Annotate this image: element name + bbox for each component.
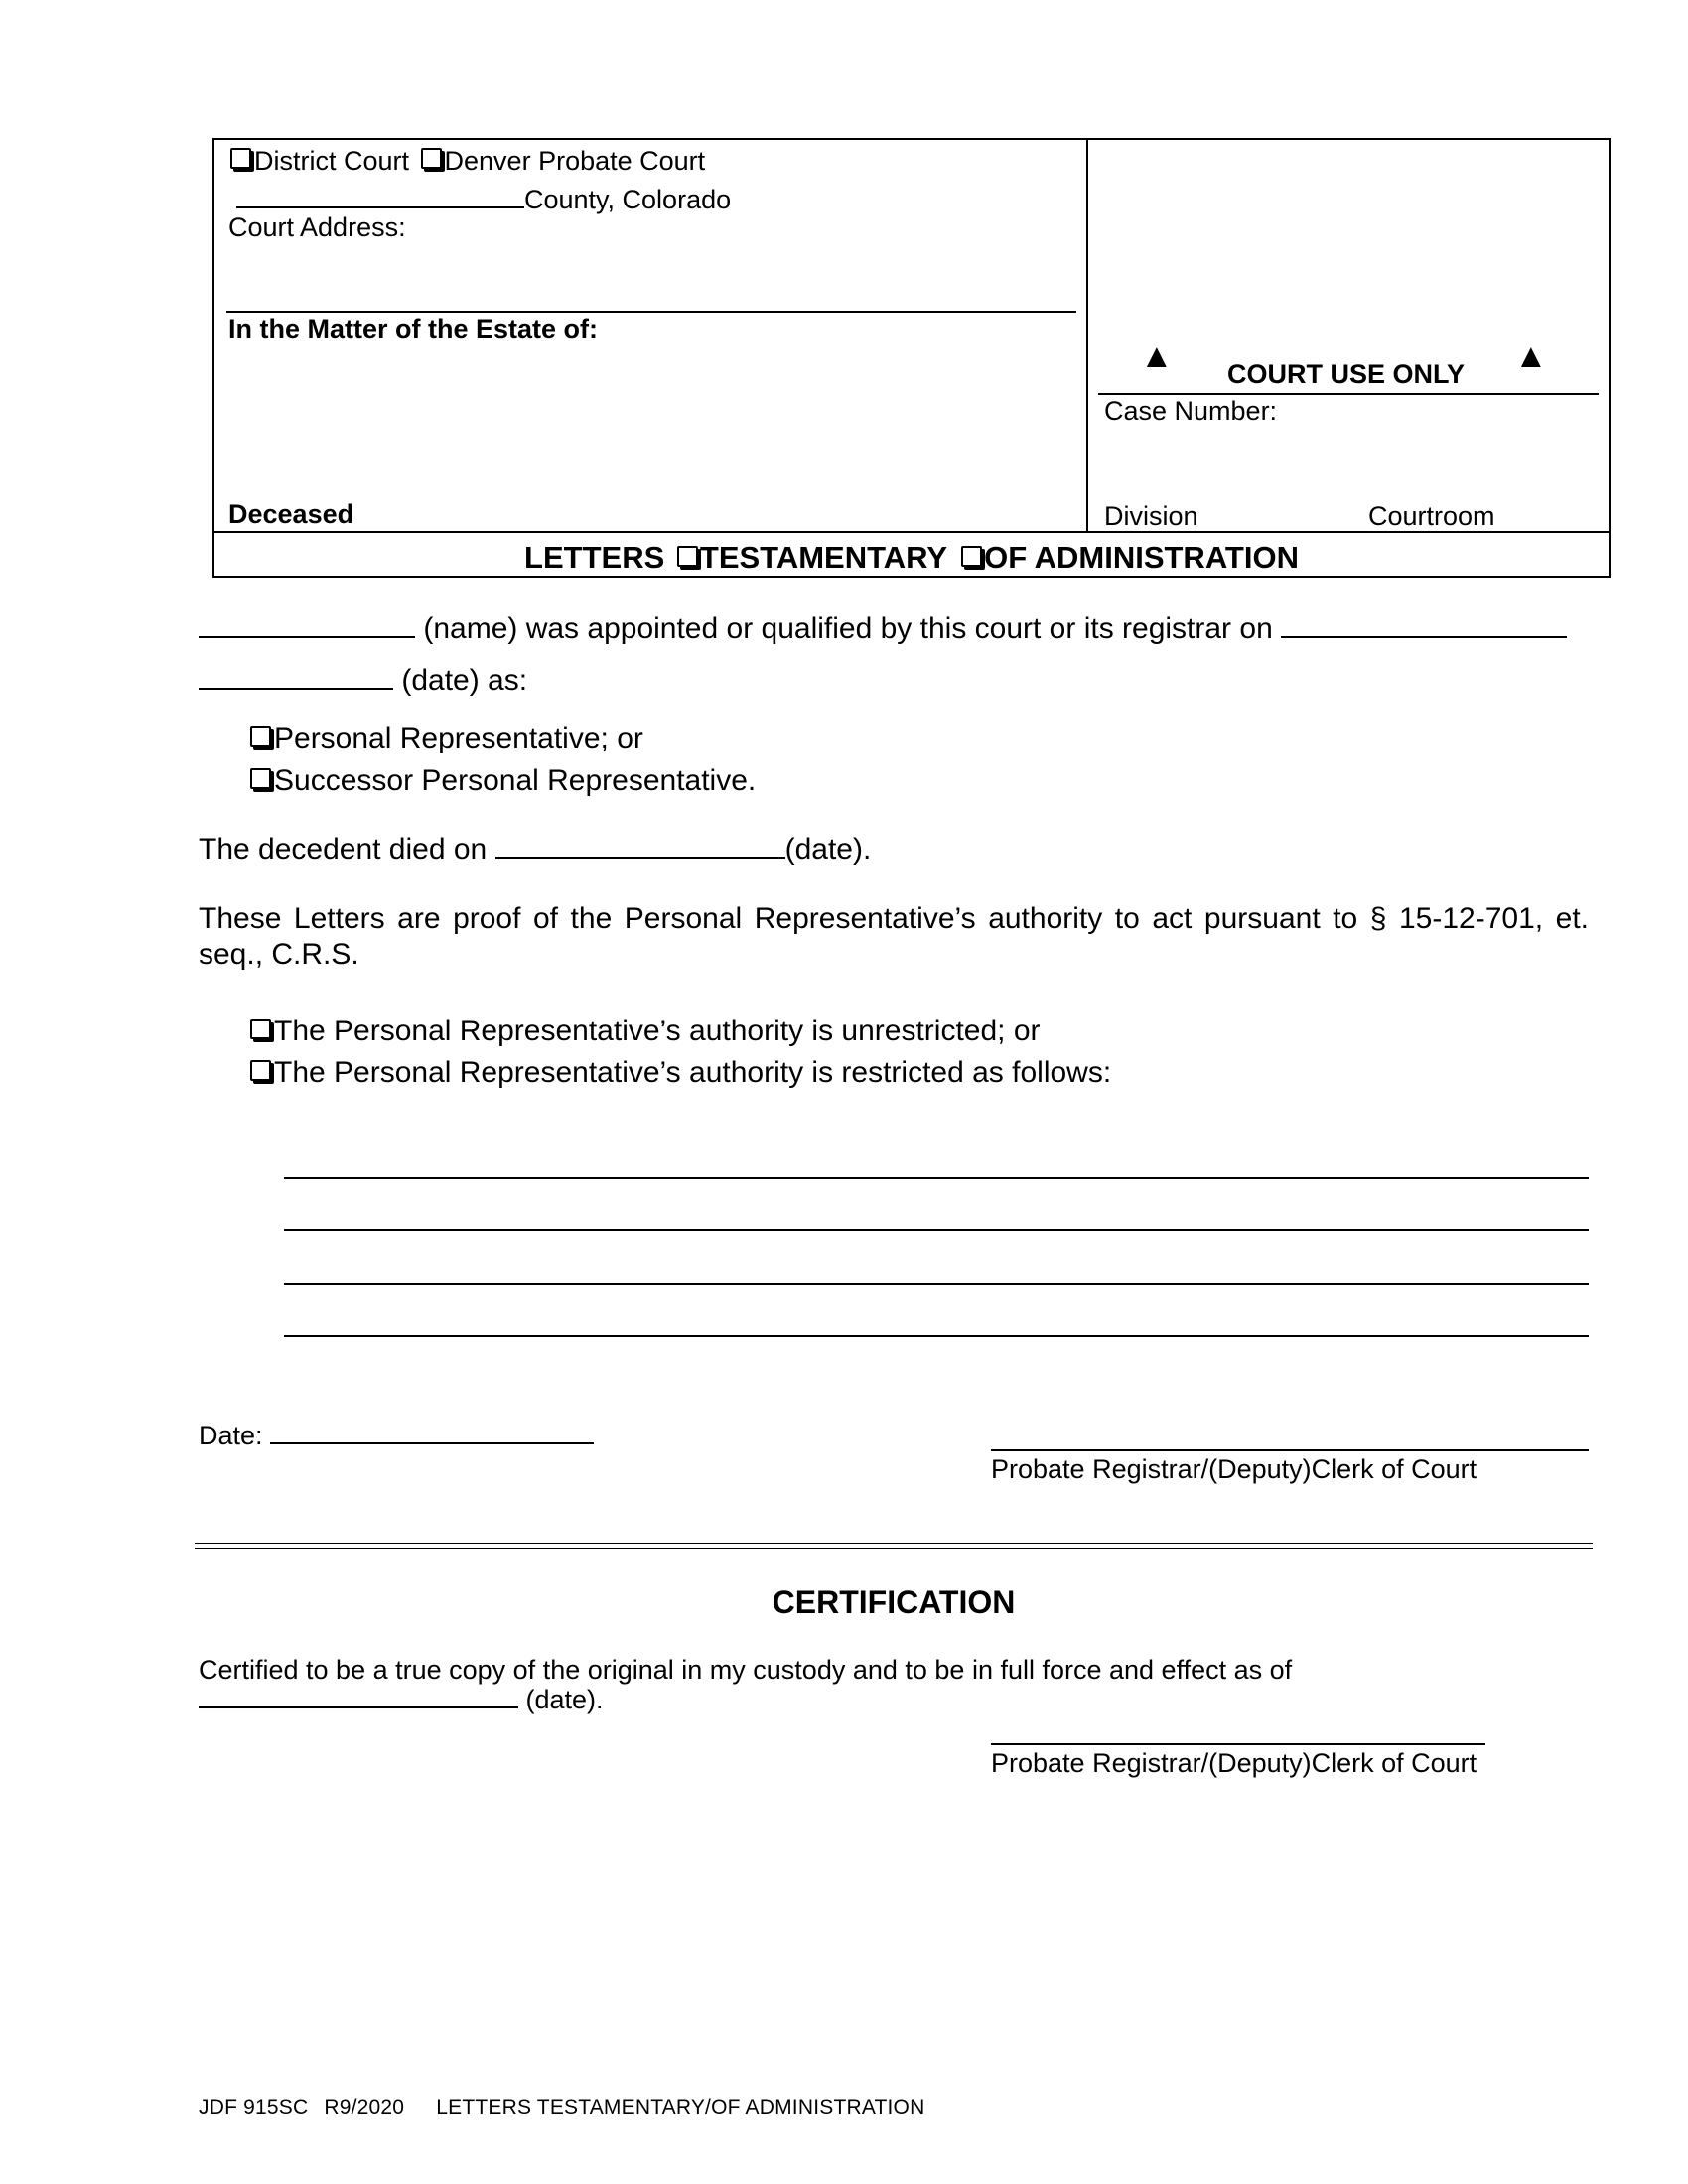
appointment-date-blank-2[interactable] (199, 664, 393, 690)
title-prefix: LETTERS (524, 540, 665, 575)
court-address-line[interactable] (226, 311, 1076, 313)
decedent-suffix: (date). (784, 833, 872, 866)
title-option-administration: OF ADMINISTRATION (984, 540, 1299, 575)
court-use-only-label: COURT USE ONLY (1227, 359, 1466, 389)
appointment-line-2 (199, 663, 527, 699)
certification-date-blank[interactable] (199, 1685, 518, 1708)
administration-checkbox[interactable] (961, 546, 982, 567)
personal-representative-checkbox[interactable] (250, 726, 271, 747)
appointment-date-blank-1[interactable] (1281, 613, 1567, 638)
certification-signer-label: Probate Registrar/(Deputy)Clerk of Court (991, 1748, 1477, 1778)
authority-option-unrestricted (250, 1014, 1041, 1049)
decedent-prefix: The decedent died on (199, 833, 488, 866)
signature-line[interactable] (991, 1449, 1589, 1451)
estate-label: In the Matter of the Estate of: (228, 314, 599, 343)
appointment-name-text: (name) was appointed or qualified by this court or its registrar on (423, 613, 1273, 645)
successor-representative-checkbox[interactable] (250, 768, 271, 789)
courtroom-label: Courtroom (1368, 501, 1495, 531)
county-blank[interactable] (236, 181, 524, 208)
court-address-label: Court Address: (228, 212, 406, 242)
up-arrow-icon-right: ▲ (1514, 338, 1548, 375)
decedent-line (199, 832, 871, 868)
signature-date-label: Date: (199, 1421, 263, 1450)
certification-line-1: Certified to be a true copy of the original in my custody and to be in full force and effect as of (199, 1655, 1293, 1685)
restriction-line-3[interactable] (284, 1283, 1589, 1285)
court-use-only-rule (1098, 393, 1599, 395)
name-blank[interactable] (199, 613, 415, 638)
denver-probate-court-checkbox[interactable] (421, 148, 442, 169)
county-row (236, 181, 731, 215)
signature-signer-label: Probate Registrar/(Deputy)Clerk of Court (991, 1454, 1477, 1484)
appointment-date-text: (date) as: (401, 664, 528, 697)
role-option-pr (250, 721, 643, 756)
signature-date-row (199, 1421, 594, 1451)
personal-representative-label: Personal Representative; or (274, 722, 643, 754)
certification-date-suffix: (date). (525, 1685, 604, 1714)
deceased-label: Deceased (228, 499, 354, 529)
decedent-date-blank[interactable] (495, 833, 785, 859)
restricted-label: The Personal Representative’s authority is restricted as follows: (274, 1056, 1112, 1089)
unrestricted-checkbox[interactable] (250, 1019, 271, 1039)
division-label: Division (1104, 501, 1198, 531)
testamentary-checkbox[interactable] (677, 546, 698, 567)
court-options-row (230, 146, 705, 177)
footer-form-number: JDF 915SC (199, 2096, 309, 2118)
case-number-label: Case Number: (1104, 396, 1278, 426)
footer-revision: R9/2020 (324, 2096, 405, 2118)
section-separator-top (195, 1543, 1593, 1544)
unrestricted-label: The Personal Representative’s authority is unrestricted; or (274, 1015, 1041, 1047)
certification-heading: CERTIFICATION (772, 1584, 1016, 1620)
authority-paragraph-line-2: seq., C.R.S. (199, 938, 359, 971)
certification-line-2 (199, 1685, 604, 1715)
restricted-checkbox[interactable] (250, 1060, 271, 1081)
restriction-line-4[interactable] (284, 1335, 1589, 1337)
authority-paragraph-line-1: These Letters are proof of the Personal Representative’s authority to act pursuant to § 15-12-701, et. (199, 902, 1589, 935)
denver-probate-court-label: Denver Probate Court (444, 146, 706, 176)
caption-divider (1086, 138, 1088, 532)
section-separator-bottom (195, 1548, 1593, 1549)
certification-signature-line[interactable] (991, 1743, 1485, 1745)
up-arrow-icon-left: ▲ (1140, 338, 1174, 375)
successor-representative-label: Successor Personal Representative. (274, 764, 757, 797)
authority-option-restricted (250, 1055, 1111, 1091)
district-court-label: District Court (254, 146, 410, 176)
role-option-successor (250, 763, 756, 799)
county-label: County, Colorado (524, 185, 732, 214)
restriction-line-2[interactable] (284, 1229, 1589, 1231)
restriction-line-1[interactable] (284, 1177, 1589, 1179)
document-title (212, 540, 1611, 576)
footer-form-title: LETTERS TESTAMENTARY/OF ADMINISTRATION (436, 2096, 925, 2118)
appointment-line-1 (199, 612, 1589, 647)
signature-date-blank[interactable] (270, 1421, 594, 1444)
footer (199, 2096, 924, 2119)
district-court-checkbox[interactable] (230, 148, 251, 169)
title-option-testamentary: TESTAMENTARY (699, 540, 947, 575)
